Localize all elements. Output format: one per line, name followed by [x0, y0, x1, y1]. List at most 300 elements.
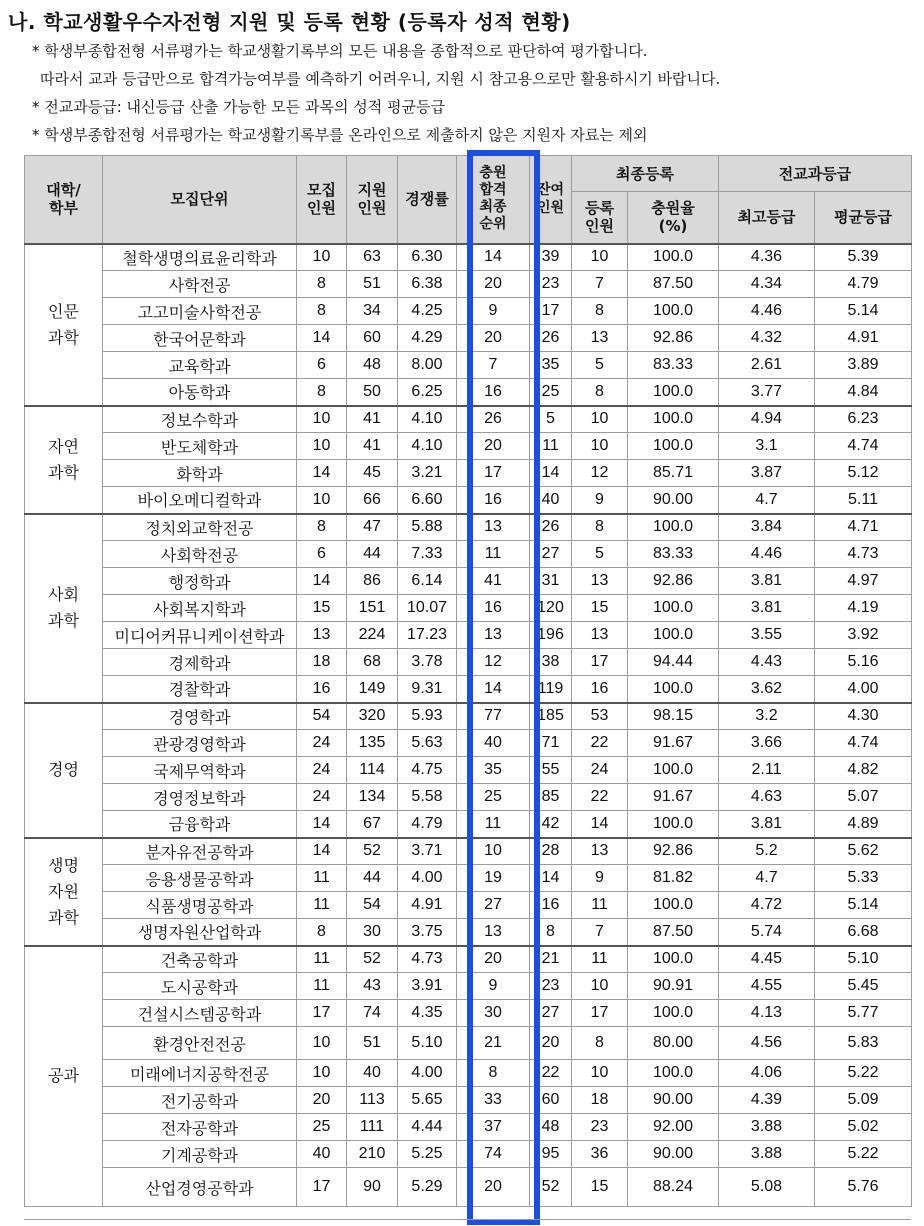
unit-cell: 전기공학과: [103, 1087, 297, 1114]
avg-grade-cell: 3.92: [815, 622, 912, 649]
rank-cell: 14: [457, 244, 530, 271]
results-table-container: [24, 155, 912, 1207]
table-body: [25, 244, 912, 1207]
avg-grade-cell: 6.23: [815, 406, 912, 433]
fill-rate-cell: 88.24: [628, 1168, 719, 1207]
rank-cell: 27: [457, 892, 530, 919]
best-grade-cell: 3.87: [719, 460, 815, 487]
table-row: [25, 1141, 912, 1168]
best-grade-cell: 5.74: [719, 919, 815, 946]
table-row: [25, 622, 912, 649]
unit-cell: 반도체학과: [103, 433, 297, 460]
reg-count-cell: 8: [572, 514, 628, 541]
remaining-cell: 8: [530, 919, 572, 946]
fill-rate-cell: 100.0: [628, 622, 719, 649]
applicants-cell: 210: [347, 1141, 398, 1168]
rank-cell: 77: [457, 703, 530, 730]
rank-cell: 26: [457, 406, 530, 433]
quota-cell: 17: [297, 1168, 347, 1207]
remaining-cell: 26: [530, 325, 572, 352]
rank-cell: 20: [457, 271, 530, 298]
unit-cell: 철학생명의료윤리학과: [103, 244, 297, 271]
best-grade-cell: 3.62: [719, 676, 815, 703]
fill-rate-cell: 100.0: [628, 244, 719, 271]
fill-rate-cell: 83.33: [628, 352, 719, 379]
best-grade-cell: 3.81: [719, 568, 815, 595]
ratio-cell: 7.33: [398, 541, 457, 568]
table-row: [25, 919, 912, 946]
fill-rate-cell: 91.67: [628, 730, 719, 757]
reg-count-cell: 10: [572, 973, 628, 1000]
rank-cell: 13: [457, 514, 530, 541]
table-row: [25, 487, 912, 514]
unit-cell: 경영정보학과: [103, 784, 297, 811]
best-grade-cell: 3.81: [719, 595, 815, 622]
college-cell: 경영: [25, 703, 103, 838]
table-row: [25, 757, 912, 784]
remaining-cell: 120: [530, 595, 572, 622]
reg-count-cell: 12: [572, 460, 628, 487]
reg-count-cell: 36: [572, 1141, 628, 1168]
avg-grade-cell: 5.83: [815, 1027, 912, 1060]
ratio-cell: 5.58: [398, 784, 457, 811]
applicants-cell: 52: [347, 946, 398, 973]
ratio-cell: 4.75: [398, 757, 457, 784]
fill-rate-cell: 90.00: [628, 1141, 719, 1168]
rank-cell: 30: [457, 1000, 530, 1027]
table-row: [25, 379, 912, 406]
avg-grade-cell: 5.02: [815, 1114, 912, 1141]
table-row: [25, 541, 912, 568]
header-reg-count: 등록 인원: [572, 192, 628, 244]
rank-cell: 37: [457, 1114, 530, 1141]
rank-cell: 20: [457, 1168, 530, 1207]
quota-cell: 8: [297, 379, 347, 406]
best-grade-cell: 4.32: [719, 325, 815, 352]
rank-cell: 11: [457, 811, 530, 838]
reg-count-cell: 16: [572, 676, 628, 703]
ratio-cell: 6.25: [398, 379, 457, 406]
reg-count-cell: 15: [572, 595, 628, 622]
avg-grade-cell: 4.79: [815, 271, 912, 298]
ratio-cell: 17.23: [398, 622, 457, 649]
applicants-cell: 51: [347, 1027, 398, 1060]
unit-cell: 행정학과: [103, 568, 297, 595]
avg-grade-cell: 5.22: [815, 1141, 912, 1168]
remaining-cell: 5: [530, 406, 572, 433]
best-grade-cell: 4.39: [719, 1087, 815, 1114]
avg-grade-cell: 5.77: [815, 1000, 912, 1027]
remaining-cell: 14: [530, 460, 572, 487]
remaining-cell: 55: [530, 757, 572, 784]
remaining-cell: 71: [530, 730, 572, 757]
fill-rate-cell: 87.50: [628, 271, 719, 298]
avg-grade-cell: 4.97: [815, 568, 912, 595]
table-row: [25, 460, 912, 487]
unit-cell: 한국어문학과: [103, 325, 297, 352]
rank-cell: 74: [457, 1141, 530, 1168]
best-grade-cell: 4.13: [719, 1000, 815, 1027]
rank-cell: 9: [457, 298, 530, 325]
unit-cell: 정치외교학전공: [103, 514, 297, 541]
reg-count-cell: 18: [572, 1087, 628, 1114]
unit-cell: 관광경영학과: [103, 730, 297, 757]
reg-count-cell: 11: [572, 946, 628, 973]
best-grade-cell: 4.45: [719, 946, 815, 973]
rank-cell: 8: [457, 1060, 530, 1087]
reg-count-cell: 10: [572, 244, 628, 271]
reg-count-cell: 9: [572, 487, 628, 514]
note-1: * 학생부종합전형 서류평가는 학교생활기록부의 모든 내용을 종합적으로 판단하여 평가합니다.: [32, 42, 648, 60]
rank-cell: 9: [457, 973, 530, 1000]
avg-grade-cell: 5.45: [815, 973, 912, 1000]
quota-cell: 11: [297, 946, 347, 973]
fill-rate-cell: 100.0: [628, 1000, 719, 1027]
applicants-cell: 320: [347, 703, 398, 730]
best-grade-cell: 4.7: [719, 487, 815, 514]
table-header: [25, 156, 912, 244]
quota-cell: 24: [297, 730, 347, 757]
applicants-cell: 67: [347, 811, 398, 838]
ratio-cell: 4.35: [398, 1000, 457, 1027]
table-row: [25, 649, 912, 676]
unit-cell: 사회복지학과: [103, 595, 297, 622]
avg-grade-cell: 4.91: [815, 325, 912, 352]
table-row: [25, 703, 912, 730]
ratio-cell: 5.88: [398, 514, 457, 541]
note-4: * 학생부종합전형 서류평가는 학교생활기록부를 온라인으로 제출하지 않은 지원자 자료는 제외: [32, 126, 648, 144]
best-grade-cell: 4.56: [719, 1027, 815, 1060]
table-row: [25, 1114, 912, 1141]
best-grade-cell: 4.46: [719, 541, 815, 568]
avg-grade-cell: 4.74: [815, 433, 912, 460]
table-row: [25, 730, 912, 757]
header-applicants: 지원 인원: [347, 156, 398, 244]
table-row: [25, 406, 912, 433]
reg-count-cell: 23: [572, 1114, 628, 1141]
table-row: [25, 568, 912, 595]
fill-rate-cell: 92.86: [628, 568, 719, 595]
reg-count-cell: 7: [572, 271, 628, 298]
unit-cell: 건축공학과: [103, 946, 297, 973]
unit-cell: 사학전공: [103, 271, 297, 298]
fill-rate-cell: 100.0: [628, 595, 719, 622]
fill-rate-cell: 98.15: [628, 703, 719, 730]
best-grade-cell: 5.08: [719, 1168, 815, 1207]
best-grade-cell: 4.7: [719, 865, 815, 892]
best-grade-cell: 4.36: [719, 244, 815, 271]
avg-grade-cell: 5.07: [815, 784, 912, 811]
applicants-cell: 41: [347, 433, 398, 460]
ratio-cell: 9.31: [398, 676, 457, 703]
unit-cell: 금융학과: [103, 811, 297, 838]
reg-count-cell: 17: [572, 1000, 628, 1027]
quota-cell: 14: [297, 568, 347, 595]
avg-grade-cell: 5.39: [815, 244, 912, 271]
results-table: [24, 155, 912, 1207]
best-grade-cell: 3.1: [719, 433, 815, 460]
note-3: * 전교과등급: 내신등급 산출 가능한 모든 과목의 성적 평균등급: [32, 98, 445, 116]
reg-count-cell: 13: [572, 325, 628, 352]
reg-count-cell: 10: [572, 1060, 628, 1087]
applicants-cell: 113: [347, 1087, 398, 1114]
fill-rate-cell: 100.0: [628, 379, 719, 406]
table-row: [25, 433, 912, 460]
applicants-cell: 40: [347, 1060, 398, 1087]
remaining-cell: 20: [530, 1027, 572, 1060]
ratio-cell: 4.44: [398, 1114, 457, 1141]
ratio-cell: 10.07: [398, 595, 457, 622]
header-college: 대학/ 학부: [25, 156, 103, 244]
applicants-cell: 63: [347, 244, 398, 271]
rank-cell: 16: [457, 487, 530, 514]
remaining-cell: 27: [530, 541, 572, 568]
rank-cell: 21: [457, 1027, 530, 1060]
fill-rate-cell: 100.0: [628, 757, 719, 784]
avg-grade-cell: 5.62: [815, 838, 912, 865]
reg-count-cell: 53: [572, 703, 628, 730]
ratio-cell: 3.75: [398, 919, 457, 946]
quota-cell: 25: [297, 1114, 347, 1141]
best-grade-cell: 5.2: [719, 838, 815, 865]
quota-cell: 8: [297, 298, 347, 325]
fill-rate-cell: 100.0: [628, 811, 719, 838]
ratio-cell: 4.29: [398, 325, 457, 352]
ratio-cell: 3.91: [398, 973, 457, 1000]
unit-cell: 미래에너지공학전공: [103, 1060, 297, 1087]
table-row: [25, 298, 912, 325]
best-grade-cell: 2.61: [719, 352, 815, 379]
applicants-cell: 66: [347, 487, 398, 514]
header-best-grade: 최고등급: [719, 192, 815, 244]
remaining-cell: 95: [530, 1141, 572, 1168]
quota-cell: 10: [297, 1060, 347, 1087]
header-quota: 모집 인원: [297, 156, 347, 244]
avg-grade-cell: 4.71: [815, 514, 912, 541]
college-cell: 공과: [25, 946, 103, 1207]
fill-rate-cell: 100.0: [628, 406, 719, 433]
rank-cell: 12: [457, 649, 530, 676]
quota-cell: 10: [297, 433, 347, 460]
unit-cell: 전자공학과: [103, 1114, 297, 1141]
ratio-cell: 5.25: [398, 1141, 457, 1168]
quota-cell: 24: [297, 757, 347, 784]
rank-cell: 7: [457, 352, 530, 379]
header-unit: 모집단위: [103, 156, 297, 244]
header-final-registration: 최종등록: [572, 156, 719, 192]
remaining-cell: 16: [530, 892, 572, 919]
unit-cell: 사회학전공: [103, 541, 297, 568]
rank-cell: 10: [457, 838, 530, 865]
avg-grade-cell: 5.11: [815, 487, 912, 514]
fill-rate-cell: 91.67: [628, 784, 719, 811]
applicants-cell: 34: [347, 298, 398, 325]
fill-rate-cell: 83.33: [628, 541, 719, 568]
fill-rate-cell: 85.71: [628, 460, 719, 487]
reg-count-cell: 11: [572, 892, 628, 919]
reg-count-cell: 17: [572, 649, 628, 676]
remaining-cell: 25: [530, 379, 572, 406]
quota-cell: 16: [297, 676, 347, 703]
quota-cell: 10: [297, 244, 347, 271]
quota-cell: 11: [297, 973, 347, 1000]
college-cell: 자연 과학: [25, 406, 103, 514]
applicants-cell: 151: [347, 595, 398, 622]
applicants-cell: 134: [347, 784, 398, 811]
table-row: [25, 352, 912, 379]
rank-cell: 25: [457, 784, 530, 811]
unit-cell: 도시공학과: [103, 973, 297, 1000]
rank-cell: 20: [457, 325, 530, 352]
ratio-cell: 5.93: [398, 703, 457, 730]
rank-cell: 16: [457, 379, 530, 406]
ratio-cell: 8.00: [398, 352, 457, 379]
fill-rate-cell: 100.0: [628, 298, 719, 325]
ratio-cell: 5.29: [398, 1168, 457, 1207]
unit-cell: 교육학과: [103, 352, 297, 379]
rank-cell: 33: [457, 1087, 530, 1114]
avg-grade-cell: 4.19: [815, 595, 912, 622]
applicants-cell: 74: [347, 1000, 398, 1027]
avg-grade-cell: 4.74: [815, 730, 912, 757]
table-row: [25, 838, 912, 865]
remaining-cell: 23: [530, 271, 572, 298]
reg-count-cell: 5: [572, 352, 628, 379]
avg-grade-cell: 5.10: [815, 946, 912, 973]
table-row: [25, 1087, 912, 1114]
remaining-cell: 60: [530, 1087, 572, 1114]
applicants-cell: 60: [347, 325, 398, 352]
ratio-cell: 6.14: [398, 568, 457, 595]
avg-grade-cell: 3.89: [815, 352, 912, 379]
best-grade-cell: 3.81: [719, 811, 815, 838]
quota-cell: 10: [297, 1027, 347, 1060]
ratio-cell: 6.38: [398, 271, 457, 298]
best-grade-cell: 4.34: [719, 271, 815, 298]
unit-cell: 화학과: [103, 460, 297, 487]
remaining-cell: 11: [530, 433, 572, 460]
avg-grade-cell: 5.09: [815, 1087, 912, 1114]
best-grade-cell: 4.46: [719, 298, 815, 325]
ratio-cell: 4.25: [398, 298, 457, 325]
reg-count-cell: 22: [572, 730, 628, 757]
page-title: 나. 학교생활우수자전형 지원 및 등록 현황 (등록자 성적 현황): [8, 10, 571, 34]
reg-count-cell: 8: [572, 379, 628, 406]
reg-count-cell: 13: [572, 838, 628, 865]
rank-cell: 20: [457, 946, 530, 973]
avg-grade-cell: 4.84: [815, 379, 912, 406]
table-row: [25, 784, 912, 811]
quota-cell: 11: [297, 892, 347, 919]
best-grade-cell: 4.72: [719, 892, 815, 919]
rank-cell: 13: [457, 919, 530, 946]
table-row: [25, 244, 912, 271]
best-grade-cell: 3.88: [719, 1114, 815, 1141]
avg-grade-cell: 4.73: [815, 541, 912, 568]
applicants-cell: 68: [347, 649, 398, 676]
table-row: [25, 865, 912, 892]
quota-cell: 40: [297, 1141, 347, 1168]
college-cell: 사회 과학: [25, 514, 103, 703]
applicants-cell: 47: [347, 514, 398, 541]
quota-cell: 14: [297, 325, 347, 352]
best-grade-cell: 4.43: [719, 649, 815, 676]
remaining-cell: 35: [530, 352, 572, 379]
quota-cell: 8: [297, 919, 347, 946]
table-row: [25, 1168, 912, 1207]
unit-cell: 경제학과: [103, 649, 297, 676]
quota-cell: 14: [297, 811, 347, 838]
best-grade-cell: 3.55: [719, 622, 815, 649]
reg-count-cell: 9: [572, 865, 628, 892]
quota-cell: 15: [297, 595, 347, 622]
fill-rate-cell: 80.00: [628, 1027, 719, 1060]
fill-rate-cell: 92.86: [628, 325, 719, 352]
remaining-cell: 14: [530, 865, 572, 892]
fill-rate-cell: 90.00: [628, 487, 719, 514]
best-grade-cell: 4.94: [719, 406, 815, 433]
header-fill-rate: 충원율 (%): [628, 192, 719, 244]
ratio-cell: 4.10: [398, 406, 457, 433]
applicants-cell: 54: [347, 892, 398, 919]
rank-cell: 35: [457, 757, 530, 784]
table-row: [25, 946, 912, 973]
note-2: 따라서 교과 등급만으로 합격가능여부를 예측하기 어려우니, 지원 시 참고용으로만 활용하시기 바랍니다.: [40, 70, 721, 88]
applicants-cell: 51: [347, 271, 398, 298]
unit-cell: 응용생물공학과: [103, 865, 297, 892]
quota-cell: 24: [297, 784, 347, 811]
reg-count-cell: 22: [572, 784, 628, 811]
applicants-cell: 224: [347, 622, 398, 649]
ratio-cell: 4.00: [398, 1060, 457, 1087]
reg-count-cell: 13: [572, 568, 628, 595]
unit-cell: 국제무역학과: [103, 757, 297, 784]
reg-count-cell: 8: [572, 1027, 628, 1060]
table-row: [25, 271, 912, 298]
fill-rate-cell: 100.0: [628, 1060, 719, 1087]
avg-grade-cell: 4.82: [815, 757, 912, 784]
fill-rate-cell: 100.0: [628, 433, 719, 460]
remaining-cell: 27: [530, 1000, 572, 1027]
ratio-cell: 6.30: [398, 244, 457, 271]
avg-grade-cell: 4.30: [815, 703, 912, 730]
rank-cell: 11: [457, 541, 530, 568]
avg-grade-cell: 5.76: [815, 1168, 912, 1207]
reg-count-cell: 10: [572, 433, 628, 460]
applicants-cell: 43: [347, 973, 398, 1000]
best-grade-cell: 3.2: [719, 703, 815, 730]
quota-cell: 11: [297, 865, 347, 892]
reg-count-cell: 15: [572, 1168, 628, 1207]
remaining-cell: 22: [530, 1060, 572, 1087]
remaining-cell: 21: [530, 946, 572, 973]
table-row: [25, 892, 912, 919]
ratio-cell: 5.10: [398, 1027, 457, 1060]
reg-count-cell: 10: [572, 406, 628, 433]
unit-cell: 정보수학과: [103, 406, 297, 433]
unit-cell: 미디어커뮤니케이션학과: [103, 622, 297, 649]
quota-cell: 6: [297, 352, 347, 379]
avg-grade-cell: 6.68: [815, 919, 912, 946]
applicants-cell: 30: [347, 919, 398, 946]
fill-rate-cell: 92.86: [628, 838, 719, 865]
table-row: [25, 1027, 912, 1060]
quota-cell: 8: [297, 271, 347, 298]
remaining-cell: 39: [530, 244, 572, 271]
quota-cell: 14: [297, 838, 347, 865]
avg-grade-cell: 5.33: [815, 865, 912, 892]
avg-grade-cell: 5.14: [815, 892, 912, 919]
